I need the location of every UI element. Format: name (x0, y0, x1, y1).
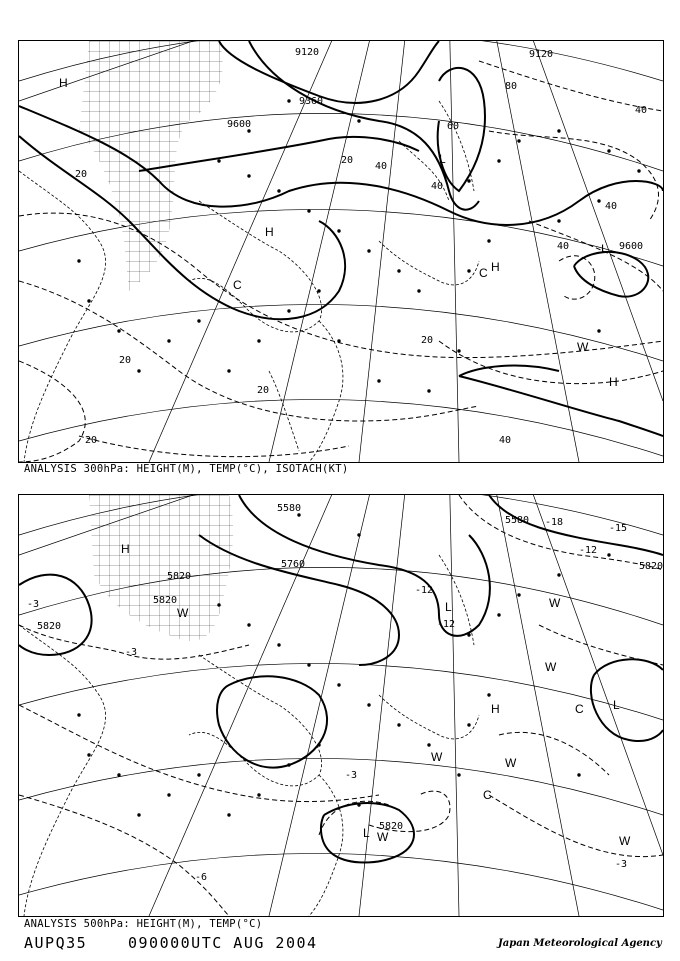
isotach-label: 40 (635, 105, 648, 116)
temperature-label: -3 (345, 770, 358, 781)
high-pressure-center: H (265, 225, 274, 239)
height-label: 5820 (379, 821, 404, 832)
isotach-label: 60 (447, 121, 460, 132)
temperature-label: -3 (615, 859, 628, 870)
warm-center: W (619, 834, 631, 848)
height-label: 5820 (153, 595, 178, 606)
temperature-label: -3 (125, 647, 138, 658)
isotach-label: 20 (257, 385, 270, 396)
temperature-label: -15 (609, 523, 628, 534)
isotach-label: 40 (557, 241, 570, 252)
temperature-label: -12 (579, 545, 598, 556)
temperature-label: -12 (415, 585, 434, 596)
high-pressure-center: H (609, 375, 618, 389)
warm-center: W (177, 606, 189, 620)
chart-code: AUPQ35 (24, 934, 88, 952)
low-pressure-center: L (439, 152, 446, 166)
cold-center: C (479, 266, 488, 280)
map-500hpa-svg (19, 495, 663, 916)
height-label: 9120 (295, 47, 320, 58)
isotach-label: 40 (431, 181, 444, 192)
valid-time: 090000UTC AUG 2004 (128, 934, 318, 952)
temperature-label: -3 (27, 599, 40, 610)
map-300hpa-svg (19, 41, 663, 462)
height-label: 9360 (299, 96, 324, 107)
low-pressure-center: L (601, 242, 608, 256)
height-label: 5760 (281, 559, 306, 570)
height-label: 5820 (37, 621, 62, 632)
temperature-label: -12 (437, 619, 456, 630)
height-labels-300 (227, 47, 643, 252)
isotach-label: 40 (375, 161, 388, 172)
isotach-label: 20 (85, 435, 98, 446)
height-label: 9600 (619, 241, 644, 252)
isotach-label: 20 (75, 169, 88, 180)
coastlines (19, 101, 479, 462)
isotach-label: 20 (119, 355, 132, 366)
height-label: 5820 (639, 561, 663, 572)
panel-500-caption: ANALYSIS 500hPa: HEIGHT(M), TEMP(°C) (24, 918, 263, 930)
map-panel-500hpa (18, 494, 664, 917)
warm-center: W (431, 750, 443, 764)
high-pressure-center: H (121, 542, 130, 556)
low-pressure-center: L (613, 698, 620, 712)
low-pressure-center: L (363, 826, 370, 840)
isotach-label: 80 (505, 81, 518, 92)
height-label: 5580 (277, 503, 302, 514)
isotach-label: 20 (421, 335, 434, 346)
agency-name: Japan Meteorological Agency (498, 938, 662, 949)
warm-center: W (505, 756, 517, 770)
height-label: 9120 (529, 49, 554, 60)
isotach-label: 20 (341, 155, 354, 166)
cold-center: C (233, 278, 242, 292)
height-label: 5820 (167, 571, 192, 582)
warm-center: W (549, 596, 561, 610)
warm-center: W (577, 340, 589, 354)
height-label: 5580 (505, 515, 530, 526)
warm-center: W (377, 830, 389, 844)
warm-center: W (545, 660, 557, 674)
high-pressure-center: H (491, 260, 500, 274)
panel-300-caption: ANALYSIS 300hPa: HEIGHT(M), TEMP(°C), ISOTACH(KT) (24, 463, 349, 475)
high-pressure-center: H (491, 702, 500, 716)
map-panel-300hpa (18, 40, 664, 463)
temperature-label: -6 (195, 872, 208, 883)
isotach-label: 40 (499, 435, 512, 446)
low-pressure-center: L (445, 600, 452, 614)
temperature-label: -18 (545, 517, 564, 528)
high-pressure-center: H (59, 76, 68, 90)
cold-center: C (483, 788, 492, 802)
isotach-label: 40 (605, 201, 618, 212)
height-label: 9600 (227, 119, 252, 130)
coastlines (19, 555, 479, 916)
cold-center: C (575, 702, 584, 716)
